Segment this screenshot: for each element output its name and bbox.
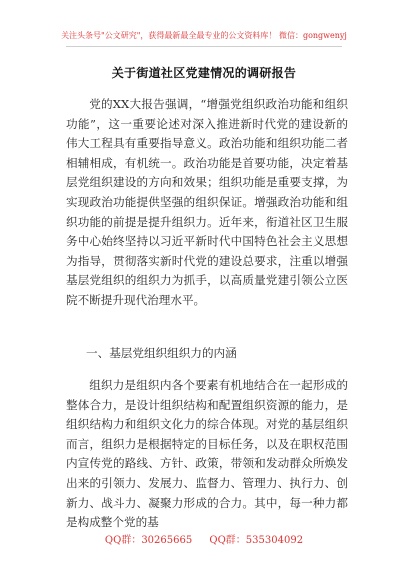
section-heading-1: 一、基层党组织组织力的内涵 — [86, 346, 237, 360]
paragraph-intro: 党的XX大报告强调，“增强党组织政治功能和组织功能”，这一重要论述对深入推进新时代党的建设新的伟大工程具有重要指导意义。政治功能和组织功能二者相辅相成，有机统一。政治功能是首要功能，决定着基层党组织建设的方向和效果；组织功能是重要支撑，为实现政治功能提供坚强的组织保证。增强政治功能和组织功能的前提是提升组织力。近年来，衔道社区卫生服务中心始终坚持以习近平新时代中国特色社会主义思想为指导，贯彻落实新时代党的建设总要求，注重以增强基层党组织的组织力为抓手，以高质量党建引领公立医院不断提升现代治理水平。 — [66, 97, 348, 307]
header-divider — [66, 46, 342, 47]
footer-qq-group-1: QQ群：30265665 — [104, 535, 193, 546]
footer-qq-groups — [0, 531, 408, 546]
document-title: 关于街道社区党建情况的调研报告 — [111, 66, 297, 80]
footer-qq-group-2: QQ群：535304092 — [209, 535, 304, 546]
header-promo-note: 关注头条号"公文研究"，获得最新最全最专业的公文资料库！ 微信：gongwenyj — [61, 31, 347, 40]
paragraph-organization-power: 组织力是组织内各个要素有机地结合在一起形成的整体合力，是设计组织结构和配置组织资源的能力，是组织结构力和组织文化力的综合体现。对党的基层组织而言，组织力是根据特定的目标任务，以及在职权范围内宣传党的路线、方针、政策，带领和发动群众所焕发出来的引领力、发展力、监督力、管理力、执行力、创新力、战斗力、凝聚力形成的合力。其中，每一种力都是构成整个党的基 — [66, 378, 348, 530]
